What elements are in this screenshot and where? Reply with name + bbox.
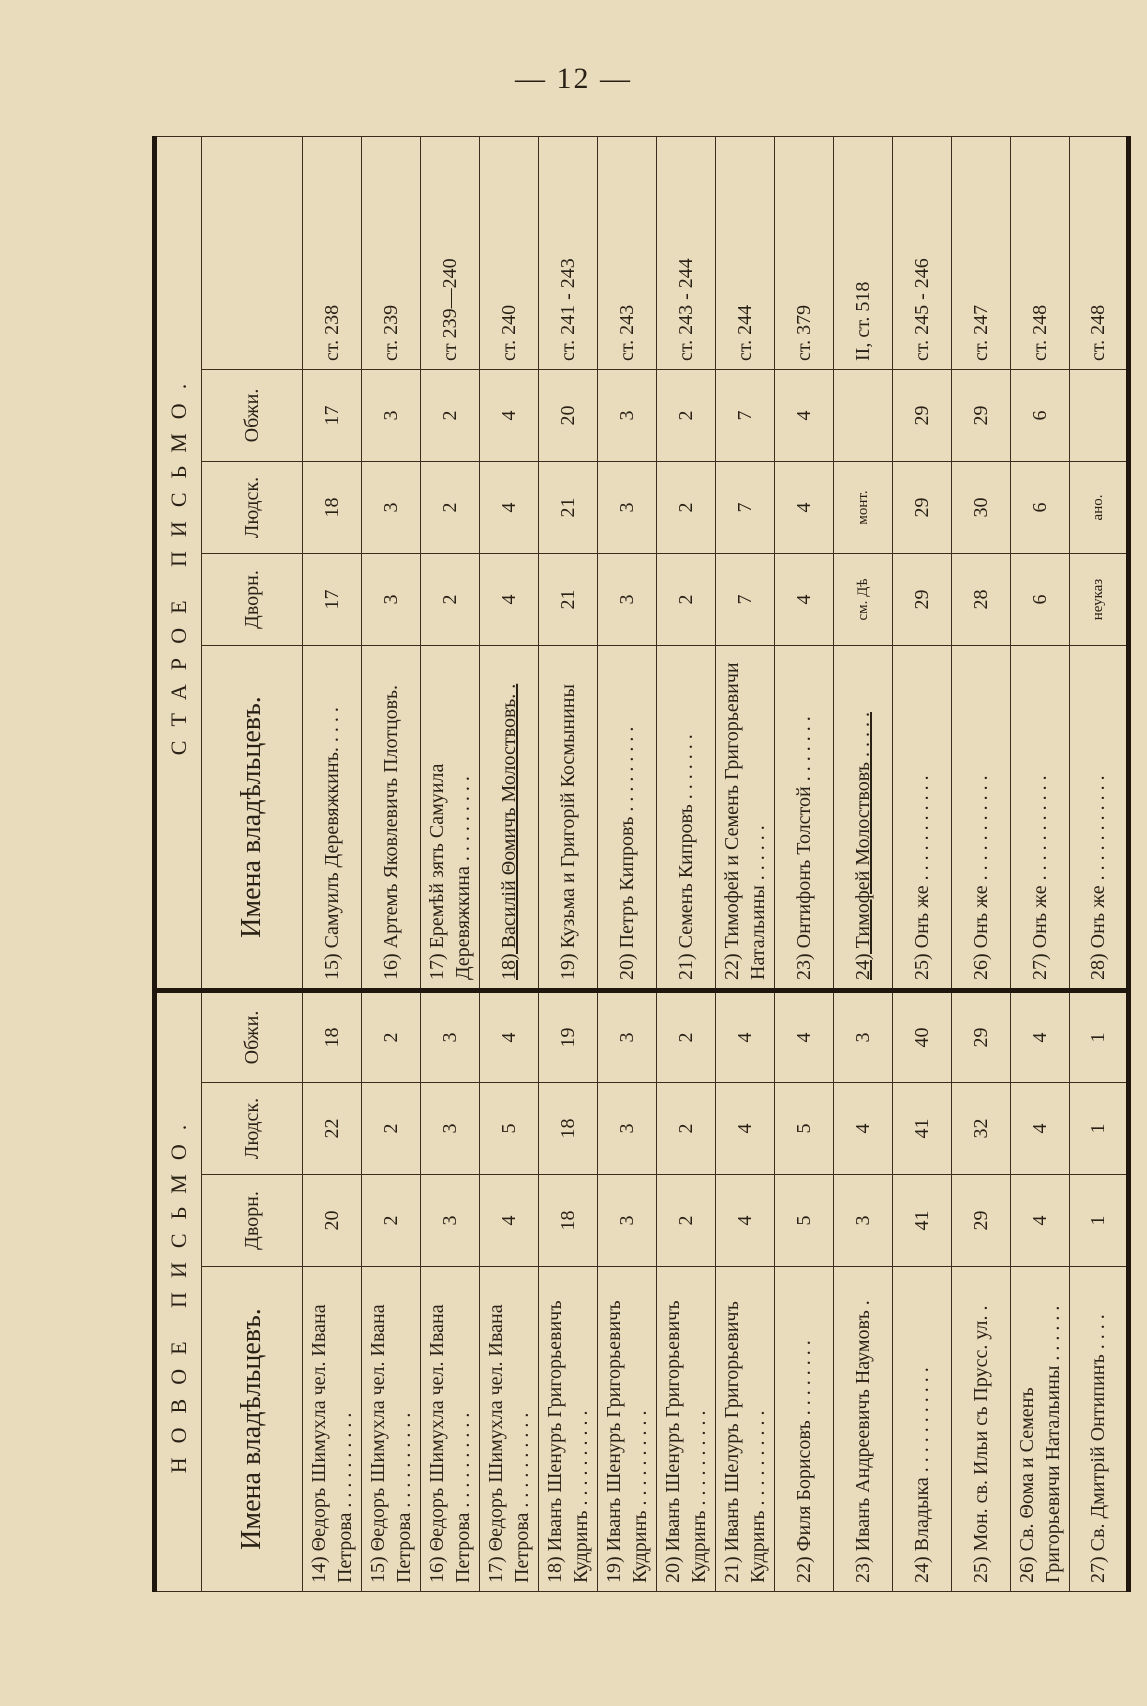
- old-obzh-count: 20: [539, 370, 598, 462]
- new-lud-count: 3: [598, 1083, 657, 1175]
- old-owner-name: 26) Онъ же . . . . . . . . . . .: [952, 646, 1011, 991]
- new-obzh-count: 3: [834, 991, 893, 1083]
- table-row: [362, 136, 421, 1591]
- old-reference: ст. 243 - 244: [657, 136, 716, 369]
- table-row: [1070, 136, 1129, 1591]
- old-dvor-count: 21: [539, 554, 598, 646]
- new-obzh-count: 3: [421, 991, 480, 1083]
- table-row: [716, 136, 775, 1591]
- new-dvor-count: 41: [893, 1175, 952, 1267]
- new-dvor-header: Дворн.: [202, 1175, 303, 1267]
- old-obzh-count: 29: [952, 370, 1011, 462]
- table-row: [834, 136, 893, 1591]
- new-lud-count: 18: [539, 1083, 598, 1175]
- old-reference: ст 239—240: [421, 136, 480, 369]
- new-obzh-count: 18: [303, 991, 362, 1083]
- new-owner-name: 21) Иванъ Шелуръ Григорьевичъ Кудринъ . . . . . . . . . .: [716, 1267, 775, 1592]
- new-lud-count: 22: [303, 1083, 362, 1175]
- old-lud-count: 2: [421, 462, 480, 554]
- table-row: [480, 136, 539, 1591]
- old-reference: ст. 240: [480, 136, 539, 369]
- old-dvor-count: 4: [775, 554, 834, 646]
- new-obzh-count: 29: [952, 991, 1011, 1083]
- old-obzh-count: 4: [480, 370, 539, 462]
- ledger-body: [303, 136, 1129, 1591]
- new-obzh-count: 4: [480, 991, 539, 1083]
- old-letter-header: СТАРОЕ ПИСЬМО.: [155, 136, 202, 990]
- page-number: — 12 —: [515, 62, 632, 95]
- old-owner-name: 23) Онтифонъ Толстой . . . . . . .: [775, 646, 834, 991]
- new-obzh-count: 4: [775, 991, 834, 1083]
- old-owners-header: Имена владѣльцевъ.: [202, 646, 303, 991]
- ledger-table: [152, 136, 1131, 1592]
- table-row: [421, 136, 480, 1591]
- reference-header: [202, 136, 303, 369]
- old-lud-count: 21: [539, 462, 598, 554]
- new-owner-name: 22) Филя Борисовъ . . . . . . . .: [775, 1267, 834, 1592]
- old-dvor-count: 3: [598, 554, 657, 646]
- new-dvor-count: 1: [1070, 1175, 1129, 1267]
- old-owner-name: 28) Онъ же . . . . . . . . . . .: [1070, 646, 1129, 991]
- old-lud-count: 4: [480, 462, 539, 554]
- table-row: [657, 136, 716, 1591]
- old-owner-name: 16) Артемъ Яковлевичъ Плотцовъ.: [362, 646, 421, 991]
- table-row: [1011, 136, 1070, 1591]
- old-reference: ст. 248: [1011, 136, 1070, 369]
- old-obzh-count: 6: [1011, 370, 1070, 462]
- new-owner-name: 15) Θедоръ Шимухла чел. Ивана Петрова . . . . . . . . . .: [362, 1267, 421, 1592]
- table-row: [775, 136, 834, 1591]
- old-owner-name: 27) Онъ же . . . . . . . . . . .: [1011, 646, 1070, 991]
- table-row: [539, 136, 598, 1591]
- table-row: [952, 136, 1011, 1591]
- old-owner-name: 22) Тимофей и Семенъ Григорьевичи Натальины . . . . . .: [716, 646, 775, 991]
- old-lud-count: монт.: [834, 462, 893, 554]
- old-dvor-count: 17: [303, 554, 362, 646]
- new-obzh-count: 19: [539, 991, 598, 1083]
- new-lud-count: 4: [834, 1083, 893, 1175]
- old-lud-count: 18: [303, 462, 362, 554]
- new-lud-count: 4: [1011, 1083, 1070, 1175]
- old-owner-name: 24) Тимофей Молоствовъ . . . . .: [834, 646, 893, 991]
- new-lud-count: 2: [362, 1083, 421, 1175]
- table-row: [893, 136, 952, 1591]
- new-lud-count: 1: [1070, 1083, 1129, 1175]
- old-obzh-header: Обжи.: [202, 370, 303, 462]
- new-owner-name: 25) Мон. св. Ильи съ Прусс. ул. .: [952, 1267, 1011, 1592]
- old-reference: ст. 244: [716, 136, 775, 369]
- old-reference: ст. 379: [775, 136, 834, 369]
- old-owner-name: 15) Самуилъ Деревяжкинъ. . . . .: [303, 646, 362, 991]
- rotated-table-container: [152, 137, 1127, 1592]
- new-obzh-header: Обжи.: [202, 991, 303, 1083]
- new-letter-header: НОВОЕ ПИСЬМО.: [155, 991, 202, 1592]
- old-dvor-header: Дворн.: [202, 554, 303, 646]
- new-owner-name: 26) Св. Θома и Семенъ Григорьевичи Натальины . . . . . .: [1011, 1267, 1070, 1592]
- old-reference: ст. 239: [362, 136, 421, 369]
- new-owner-name: 16) Θедоръ Шимухла чел. Ивана Петрова . . . . . . . . . .: [421, 1267, 480, 1592]
- new-lud-count: 32: [952, 1083, 1011, 1175]
- new-owner-name: 17) Θедоръ Шимухла чел. Ивана Петрова . . . . . . . . . .: [480, 1267, 539, 1592]
- new-dvor-count: 3: [598, 1175, 657, 1267]
- old-dvor-count: 2: [421, 554, 480, 646]
- new-dvor-count: 2: [657, 1175, 716, 1267]
- new-obzh-count: 4: [716, 991, 775, 1083]
- new-obzh-count: 4: [1011, 991, 1070, 1083]
- old-dvor-count: 4: [480, 554, 539, 646]
- new-owner-name: 24) Владыка . . . . . . . . . . .: [893, 1267, 952, 1592]
- new-dvor-count: 4: [716, 1175, 775, 1267]
- new-lud-count: 2: [657, 1083, 716, 1175]
- new-dvor-count: 20: [303, 1175, 362, 1267]
- old-owner-name: 25) Онъ же . . . . . . . . . . .: [893, 646, 952, 991]
- old-lud-count: 4: [775, 462, 834, 554]
- new-dvor-count: 4: [1011, 1175, 1070, 1267]
- new-lud-header: Людск.: [202, 1083, 303, 1175]
- old-lud-count: 2: [657, 462, 716, 554]
- new-obzh-count: 2: [657, 991, 716, 1083]
- new-owners-header: Имена владѣльцевъ.: [202, 1267, 303, 1592]
- old-lud-count: 30: [952, 462, 1011, 554]
- old-dvor-count: 29: [893, 554, 952, 646]
- new-dvor-count: 4: [480, 1175, 539, 1267]
- old-dvor-count: неуказ: [1070, 554, 1129, 646]
- old-reference: ст. 238: [303, 136, 362, 369]
- old-obzh-count: 4: [775, 370, 834, 462]
- old-obzh-count: [1070, 370, 1129, 462]
- old-owner-name: 19) Кузьма и Григорій Космынины: [539, 646, 598, 991]
- new-owner-name: 20) Иванъ Шенуръ Григорьевичъ Кудринъ . . . . . . . . . .: [657, 1267, 716, 1592]
- old-lud-count: 29: [893, 462, 952, 554]
- new-owner-name: 18) Иванъ Шенуръ Григорьевичъ Кудринъ . . . . . . . . . .: [539, 1267, 598, 1592]
- new-owner-name: 14) Θедоръ Шимухла чел. Ивана Петрова . . . . . . . . . .: [303, 1267, 362, 1592]
- new-lud-count: 4: [716, 1083, 775, 1175]
- old-owner-name: 18) Василій Θомичъ Молоствовъ. .: [480, 646, 539, 991]
- old-lud-count: 7: [716, 462, 775, 554]
- old-obzh-count: 2: [421, 370, 480, 462]
- old-obzh-count: 7: [716, 370, 775, 462]
- new-dvor-count: 5: [775, 1175, 834, 1267]
- new-obzh-count: 1: [1070, 991, 1129, 1083]
- new-obzh-count: 3: [598, 991, 657, 1083]
- old-lud-count: 6: [1011, 462, 1070, 554]
- new-obzh-count: 2: [362, 991, 421, 1083]
- new-owner-name: 27) Св. Дмитрій Онтипинъ . . . .: [1070, 1267, 1129, 1592]
- new-lud-count: 5: [775, 1083, 834, 1175]
- old-owner-name: 20) Петръ Кипровъ . . . . . . . . .: [598, 646, 657, 991]
- table-row: [303, 136, 362, 1591]
- old-dvor-count: 6: [1011, 554, 1070, 646]
- old-lud-count: ано.: [1070, 462, 1129, 554]
- new-dvor-count: 2: [362, 1175, 421, 1267]
- new-dvor-count: 3: [834, 1175, 893, 1267]
- old-lud-count: 3: [598, 462, 657, 554]
- new-owner-name: 23) Иванъ Андреевичъ Наумовъ .: [834, 1267, 893, 1592]
- old-dvor-count: 3: [362, 554, 421, 646]
- new-lud-count: 41: [893, 1083, 952, 1175]
- old-reference: ст. 247: [952, 136, 1011, 369]
- old-obzh-count: 29: [893, 370, 952, 462]
- old-reference: ст. 241 - 243: [539, 136, 598, 369]
- old-owner-name: 21) Семенъ Кипровъ . . . . . . .: [657, 646, 716, 991]
- old-dvor-count: см. Дѣ: [834, 554, 893, 646]
- old-dvor-count: 2: [657, 554, 716, 646]
- old-reference: II, ст. 518: [834, 136, 893, 369]
- old-lud-header: Людск.: [202, 462, 303, 554]
- old-owner-name: 17) Еремѣй зять Самуила Деревяжкина . . . . . . . . .: [421, 646, 480, 991]
- old-obzh-count: 17: [303, 370, 362, 462]
- old-dvor-count: 28: [952, 554, 1011, 646]
- old-obzh-count: 3: [362, 370, 421, 462]
- new-dvor-count: 3: [421, 1175, 480, 1267]
- new-lud-count: 3: [421, 1083, 480, 1175]
- old-reference: ст. 243: [598, 136, 657, 369]
- old-reference: ст. 248: [1070, 136, 1129, 369]
- new-dvor-count: 29: [952, 1175, 1011, 1267]
- old-reference: ст. 245 - 246: [893, 136, 952, 369]
- old-obzh-count: [834, 370, 893, 462]
- new-dvor-count: 18: [539, 1175, 598, 1267]
- new-owner-name: 19) Иванъ Шенуръ Григорьевичъ Кудринъ . . . . . . . . . .: [598, 1267, 657, 1592]
- old-obzh-count: 3: [598, 370, 657, 462]
- new-obzh-count: 40: [893, 991, 952, 1083]
- old-dvor-count: 7: [716, 554, 775, 646]
- old-obzh-count: 2: [657, 370, 716, 462]
- old-lud-count: 3: [362, 462, 421, 554]
- new-lud-count: 5: [480, 1083, 539, 1175]
- table-row: [598, 136, 657, 1591]
